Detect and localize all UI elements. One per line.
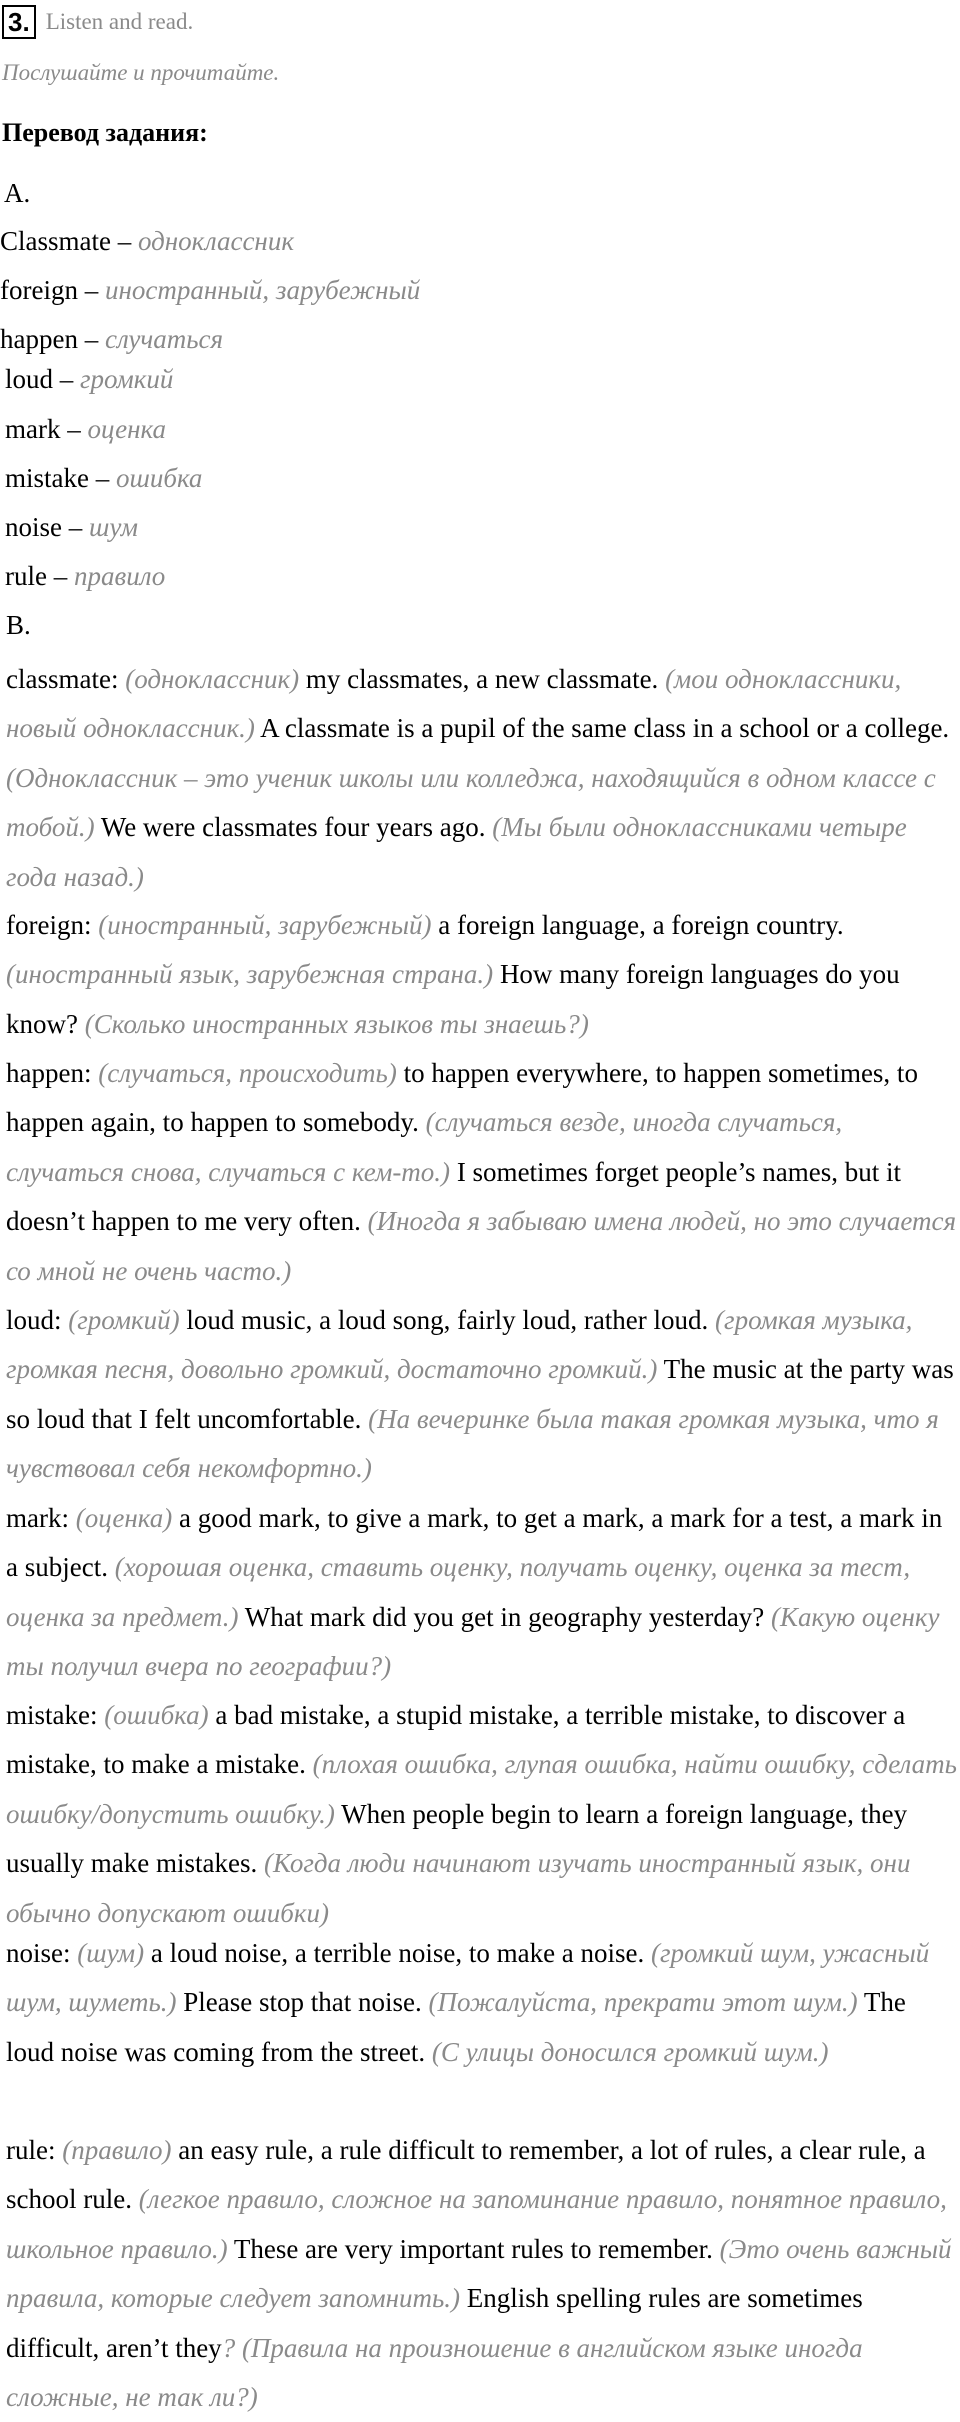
entry-translation: (иностранный язык, зарубежная страна.)	[6, 959, 494, 990]
entry-text: a good mark, to give a mark, to get a mark, a mark for a test, a mark in a subject.	[6, 1503, 943, 1583]
section-a-label: A.	[4, 178, 31, 208]
vocab-word: noise	[5, 512, 62, 542]
entry-happen	[6, 1049, 958, 1296]
entry-translation: (Сколько иностранных языков ты знаешь?)	[84, 1008, 589, 1039]
vocab-word: Classmate	[0, 226, 111, 256]
entry-translation: (иностранный, зарубежный)	[98, 910, 432, 940]
vocab-translation: случаться	[104, 324, 224, 354]
entry-text: mark:	[6, 1503, 76, 1533]
entry-text: Please stop that noise.	[176, 1987, 429, 2018]
entry-translation: (Пожалуйста, прекрати этот шум.)	[428, 1987, 858, 2018]
vocab-translation: громкий	[80, 364, 174, 394]
section-b-label: B.	[6, 610, 31, 640]
exercise-number: 3.	[2, 5, 36, 39]
entry-text: happen:	[6, 1058, 99, 1088]
entry-mark	[6, 1494, 958, 1692]
entry-text: foreign:	[6, 910, 99, 940]
entry-text: How many foreign languages do you know?	[6, 959, 900, 1039]
entry-text: What mark did you get in geography yesterday?	[238, 1601, 772, 1632]
entry-translation: (Иногда я забываю имена людей, но это случается со мной не очень часто.)	[6, 1206, 957, 1286]
entry-text: noise:	[6, 1938, 78, 1968]
vocab-item-rule	[5, 561, 165, 592]
entry-translation: (С улицы доносился громкий шум.)	[431, 2036, 829, 2067]
vocab-item-loud	[5, 364, 173, 395]
entry-translation: (Мы были одноклассниками четыре года назад.)	[6, 812, 907, 892]
vocab-item-mistake	[5, 463, 202, 494]
entry-text: A classmate is a pupil of the same class in a school or a college.	[254, 713, 950, 744]
entry-noise	[6, 1929, 958, 2077]
entry-text: mistake:	[6, 1700, 105, 1730]
vocab-item-noise	[5, 512, 138, 543]
entry-text: my classmates, a new classmate.	[299, 664, 666, 694]
vocab-dash: –	[77, 275, 105, 305]
entry-text: rule:	[6, 2135, 63, 2165]
entry-text: loud:	[6, 1305, 69, 1335]
entry-translation: (мои одноклассники, новый одноклассник.)	[6, 664, 902, 744]
vocab-word: mark	[5, 414, 61, 444]
vocab-word: mistake	[5, 463, 89, 493]
vocab-dash: –	[77, 324, 105, 354]
entry-text: a foreign language, a foreign country.	[431, 910, 844, 940]
entry-loud	[6, 1296, 958, 1494]
entry-translation: (одноклассник)	[125, 664, 300, 694]
entry-translation: (легкое правило, сложное на запоминание правило, понятное правило, школьное правило.)	[6, 2184, 947, 2264]
entry-translation: (оценка)	[75, 1503, 173, 1533]
entry-translation: (плохая ошибка, глупая ошибка, найти ошибку, сделать ошибку/допустить ошибку.)	[6, 1749, 957, 1829]
task-translation-title: Перевод задания:	[2, 118, 208, 147]
vocab-translation: оценка	[87, 414, 166, 444]
entry-text: The loud noise was coming from the street.	[6, 1987, 906, 2067]
exercise-instruction: Listen and read.	[45, 9, 194, 34]
entry-text: The music at the party was so loud that I felt uncomfortable.	[6, 1354, 954, 1434]
entry-translation: (правило)	[62, 2135, 172, 2165]
vocab-dash: –	[60, 414, 88, 444]
vocab-translation: одноклассник	[137, 226, 294, 256]
vocab-word: foreign	[0, 275, 78, 305]
entry-classmate	[6, 655, 958, 902]
entry-text: classmate:	[6, 664, 126, 694]
entry-text: to happen everywhere, to happen sometimes, to happen again, to happen to somebody.	[6, 1058, 918, 1138]
vocab-dash: –	[53, 364, 81, 394]
entry-text: I sometimes forget people’s names, but it doesn’t happen to me very often.	[6, 1156, 901, 1237]
entry-translation: (ошибка)	[104, 1700, 209, 1730]
vocab-item-mark	[5, 414, 166, 445]
entry-text: a loud noise, a terrible noise, to make a noise.	[144, 1938, 652, 1968]
entry-translation: (шум)	[77, 1938, 145, 1968]
vocab-translation: правило	[73, 561, 166, 591]
entry-translation: (громкий)	[68, 1305, 180, 1335]
entry-rule	[6, 2126, 958, 2422]
vocab-translation: шум	[89, 512, 138, 542]
entry-translation: (случаться везде, иногда случаться, случаться снова, случаться с кем-то.)	[6, 1107, 843, 1187]
entry-translation: (На вечеринке была такая громкая музыка, что я чувствовал себя некомфортно.)	[6, 1403, 939, 1484]
entry-mistake	[6, 1691, 958, 1938]
entry-text: English spelling rules are sometimes difficult, aren’t they	[6, 2283, 863, 2363]
entry-foreign	[6, 901, 958, 1049]
entry-text: a bad mistake, a stupid mistake, a terrible mistake, to discover a mistake, to make a mistake.	[6, 1700, 906, 1780]
entry-translation: (Когда люди начинают изучать иностранный язык, они обычно допускают ошибки)	[6, 1848, 911, 1928]
entry-translation: (Это очень важный правила, которые следует запомнить.)	[6, 2233, 952, 2314]
vocab-translation: иностранный, зарубежный	[104, 275, 421, 305]
entry-text: an easy rule, a rule difficult to remember, a lot of rules, a clear rule, a school rule.	[6, 2135, 926, 2215]
entry-translation: (громкий шум, ужасный шум, шуметь.)	[6, 1938, 930, 2018]
entry-translation: (громкая музыка, громкая песня, довольно громкий, достаточно громкий.)	[6, 1305, 913, 1385]
exercise-instruction-translation: Послушайте и прочитайте.	[2, 60, 280, 85]
entry-text: loud music, a loud song, fairly loud, rather loud.	[179, 1305, 716, 1335]
vocab-word: loud	[5, 364, 54, 394]
exercise-header	[2, 4, 193, 40]
vocab-item-happen	[0, 324, 223, 355]
entry-text: We were classmates four years ago.	[94, 812, 493, 843]
entry-translation: ? (Правила на произношение в английском языке иногда сложные, не так ли?)	[6, 2332, 863, 2413]
entry-translation: (Одноклассник – это ученик школы или колледжа, находящийся в одном классе с тобой.)	[6, 762, 936, 843]
vocab-item-foreign	[0, 275, 420, 306]
entry-text: When people begin to learn a foreign language, they usually make mistakes.	[6, 1798, 908, 1879]
entry-text: These are very important rules to remember.	[227, 2233, 720, 2264]
vocab-dash: –	[88, 463, 116, 493]
entry-translation: (хорошая оценка, ставить оценку, получать оценку, оценка за тест, оценка за предмет.)	[6, 1552, 911, 1632]
vocab-dash: –	[110, 226, 138, 256]
vocab-item-classmate	[0, 226, 294, 257]
vocab-dash: –	[62, 512, 89, 542]
vocab-word: rule	[5, 561, 47, 591]
vocab-word: happen	[0, 324, 78, 354]
entry-translation: (случаться, происходить)	[98, 1058, 397, 1088]
vocab-dash: –	[46, 561, 74, 591]
entry-translation: (Какую оценку ты получил вчера по географии?)	[6, 1601, 940, 1682]
vocab-translation: ошибка	[115, 463, 203, 493]
